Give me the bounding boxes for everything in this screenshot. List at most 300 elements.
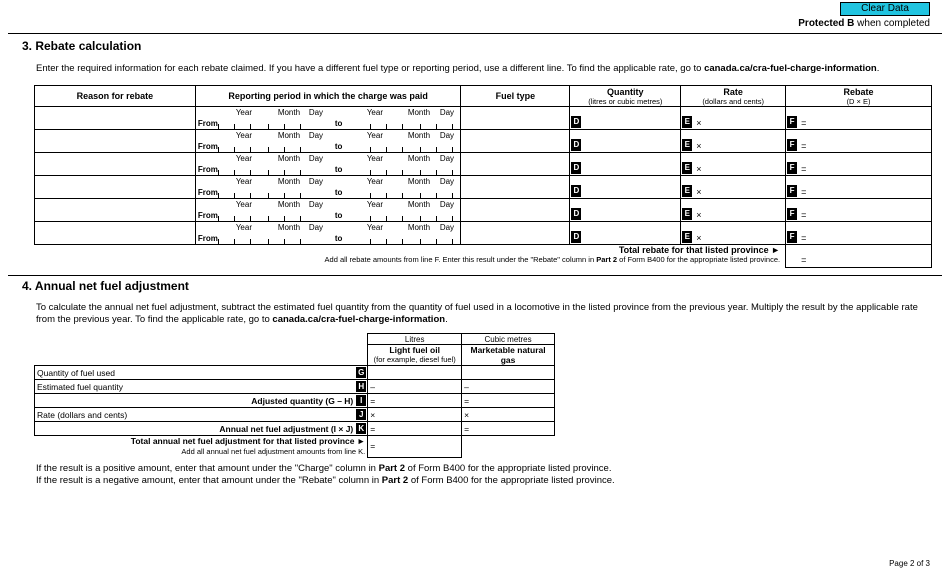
col-rebate-label: Rebate [843, 86, 874, 97]
rate-input[interactable] [681, 176, 786, 199]
adj-col-litres: Litres [368, 334, 462, 345]
date-tick [386, 239, 387, 244]
from-year-label: Year [235, 223, 252, 232]
times-sign: × [696, 210, 702, 220]
quantity-input[interactable] [570, 107, 681, 130]
fuel-type-input[interactable] [461, 107, 570, 130]
section4-intro [36, 302, 926, 326]
date-tick [452, 216, 453, 221]
section4-intro-text: To calculate the annual net fuel adjustment, subtract the estimated fuel quantity from the quantity of fuel used in a locomotive in the listed province from the previous year. Multiply the result by the applicable rate from the previous year. To find the applicable rate, go to [36, 302, 918, 325]
adj-op-litres: = [370, 395, 376, 406]
section3-intro-end: . [876, 63, 880, 74]
date-tick [284, 239, 285, 244]
adj-total-eq: = [370, 441, 376, 452]
col-rebate-sub: (D × E) [846, 96, 871, 106]
from-day-label: Day [308, 154, 324, 163]
adj-col-mng [462, 345, 555, 366]
to-label: to [334, 234, 343, 243]
adj-row [35, 380, 555, 394]
to-day-label: Day [439, 177, 455, 186]
from-year-label: Year [235, 108, 252, 117]
col-quantity-sub: (litres or cubic metres) [588, 96, 663, 106]
adj-row [35, 408, 555, 422]
adj-header-blank [35, 334, 368, 345]
adj-row [35, 394, 555, 408]
date-tick [284, 193, 285, 198]
marker-e: E [682, 185, 692, 197]
adj-total-litres[interactable] [368, 436, 462, 458]
equals-sign: = [801, 187, 807, 197]
reason-input[interactable] [35, 176, 196, 199]
date-tick [420, 124, 421, 129]
date-tick [402, 147, 403, 152]
from-label: From [197, 119, 218, 128]
to-month-label: Month [407, 131, 431, 140]
rebate-input[interactable] [786, 130, 932, 153]
from-day-label: Day [308, 177, 324, 186]
date-tick [234, 239, 235, 244]
section4-title: 4. Annual net fuel adjustment [22, 279, 189, 293]
mid-rule [8, 275, 942, 276]
adj-marker: K [356, 423, 366, 434]
rebate-total-sub-end: of Form B400 for the appropriate listed province. [617, 255, 781, 264]
adj-cubic-input[interactable] [462, 366, 555, 380]
date-tick [234, 124, 235, 129]
to-date-input[interactable] [348, 208, 460, 222]
to-month-label: Month [407, 177, 431, 186]
rebate-table [34, 85, 932, 268]
date-tick [370, 124, 371, 129]
adj-cubic-input[interactable] [462, 408, 555, 422]
to-label: to [334, 119, 343, 128]
date-tick [268, 216, 269, 221]
date-tick [218, 124, 219, 129]
to-year-label: Year [366, 154, 383, 163]
section3-title: 3. Rebate calculation [22, 39, 142, 53]
adj-row-label [35, 380, 368, 394]
to-day-label: Day [439, 108, 455, 117]
date-tick [420, 216, 421, 221]
times-sign: × [696, 187, 702, 197]
marker-d: D [571, 139, 581, 151]
to-label: to [334, 165, 343, 174]
date-tick [436, 216, 437, 221]
to-year-label: Year [366, 108, 383, 117]
adj-total-blank [462, 436, 555, 458]
adj-litres-input[interactable] [368, 422, 462, 436]
reason-input[interactable] [35, 222, 196, 245]
date-tick [370, 193, 371, 198]
date-tick [436, 170, 437, 175]
adj-col-lfo-sub: (for example, diesel fuel) [373, 355, 456, 364]
date-tick [268, 193, 269, 198]
date-tick [250, 239, 251, 244]
date-tick [436, 124, 437, 129]
rebate-row [35, 130, 932, 153]
times-sign: × [696, 233, 702, 243]
date-tick [402, 239, 403, 244]
adj-cubic-input[interactable] [462, 394, 555, 408]
from-month-label: Month [277, 108, 301, 117]
marker-d: D [571, 162, 581, 174]
adj-header-row-2 [35, 345, 555, 366]
date-tick [402, 193, 403, 198]
marker-f: F [787, 208, 797, 220]
from-month-label: Month [277, 223, 301, 232]
fuel-type-input[interactable] [461, 130, 570, 153]
adj-label-text: Rate (dollars and cents) [37, 409, 128, 420]
rebate-input[interactable] [786, 153, 932, 176]
col-rate [681, 86, 786, 107]
date-tick [284, 170, 285, 175]
date-tick [300, 216, 301, 221]
rebate-row [35, 107, 932, 130]
adj-header-row-1 [35, 334, 555, 345]
rate-input[interactable] [681, 199, 786, 222]
from-label: From [197, 165, 218, 174]
section3-link[interactable]: canada.ca/cra-fuel-charge-information [704, 63, 877, 74]
adj-op-cubic: = [464, 423, 470, 434]
adj-header-blank-2 [35, 345, 368, 366]
times-sign: × [696, 118, 702, 128]
adj-litres-input[interactable] [368, 380, 462, 394]
adj-total-cell [35, 436, 368, 458]
date-tick [268, 147, 269, 152]
clear-data-button[interactable]: Clear Data [840, 2, 930, 16]
adj-op-litres: – [370, 381, 375, 392]
adj-label-text: Adjusted quantity (G – H) [251, 395, 354, 406]
adj-total-label: Total annual net fuel adjustment for that listed province ► [130, 436, 366, 446]
rebate-row [35, 153, 932, 176]
marker-d: D [571, 116, 581, 128]
period-cell [195, 107, 461, 130]
note-positive-text: If the result is a positive amount, enter that amount under the "Charge" column in [36, 463, 379, 474]
to-year-label: Year [366, 223, 383, 232]
note-positive [36, 463, 611, 475]
adj-row-label [35, 408, 368, 422]
period-cell [195, 222, 461, 245]
marker-d: D [571, 231, 581, 243]
marker-e: E [682, 208, 692, 220]
date-tick [300, 239, 301, 244]
date-tick [284, 124, 285, 129]
to-day-label: Day [439, 154, 455, 163]
rebate-row [35, 176, 932, 199]
period-cell [195, 130, 461, 153]
rate-input[interactable] [681, 107, 786, 130]
col-rebate [786, 86, 932, 107]
to-year-label: Year [366, 177, 383, 186]
adj-op-litres: = [370, 423, 376, 434]
from-label: From [197, 142, 218, 151]
date-tick [386, 193, 387, 198]
date-tick [218, 193, 219, 198]
note-negative-bold: Part 2 [381, 475, 409, 486]
marker-d: D [571, 208, 581, 220]
adj-cubic-input[interactable] [462, 422, 555, 436]
date-tick [268, 124, 269, 129]
quantity-input[interactable] [570, 130, 681, 153]
fuel-type-input[interactable] [461, 199, 570, 222]
adj-marker: G [358, 368, 365, 377]
from-month-label: Month [277, 131, 301, 140]
from-month-label: Month [277, 177, 301, 186]
note-negative-text: If the result is a negative amount, enter that amount under the "Rebate" column in [36, 475, 382, 486]
date-tick [250, 170, 251, 175]
adj-marker: I [356, 395, 366, 406]
rebate-total-sub [35, 255, 781, 264]
protected-rest: when completed [854, 18, 930, 29]
from-day-label: Day [308, 223, 324, 232]
marker-f: F [787, 116, 797, 128]
date-tick [234, 216, 235, 221]
quantity-input[interactable] [570, 153, 681, 176]
adj-op-cubic: × [464, 409, 470, 420]
date-tick [234, 170, 235, 175]
date-tick [300, 193, 301, 198]
rebate-total-input[interactable] [786, 245, 932, 268]
protected-label [798, 18, 930, 29]
date-tick [300, 147, 301, 152]
quantity-input[interactable] [570, 222, 681, 245]
period-cell [195, 153, 461, 176]
period-cell [195, 176, 461, 199]
to-date-input[interactable] [348, 116, 460, 130]
adj-total-sub: Add all annual net fuel adjustment amounts from line K. [181, 447, 366, 456]
section4-intro-end: . [445, 314, 448, 325]
marker-d: D [571, 185, 581, 197]
section3-intro-text: Enter the required information for each rebate claimed. If you have a different fuel type or reporting period, use a different line. To find the applicable rate, go to [36, 63, 705, 74]
to-month-label: Month [407, 223, 431, 232]
date-tick [218, 147, 219, 152]
fuel-type-input[interactable] [461, 222, 570, 245]
date-tick [284, 216, 285, 221]
rebate-input[interactable] [786, 199, 932, 222]
to-label: to [334, 211, 343, 220]
adj-total-row [35, 436, 555, 458]
date-tick [452, 193, 453, 198]
date-tick [386, 216, 387, 221]
rebate-row [35, 199, 932, 222]
marker-f: F [787, 185, 797, 197]
date-tick [300, 124, 301, 129]
adj-op-cubic: = [464, 395, 470, 406]
marker-e: E [682, 231, 692, 243]
note-negative [36, 475, 615, 487]
date-tick [452, 239, 453, 244]
date-tick [250, 124, 251, 129]
fuel-type-input[interactable] [461, 153, 570, 176]
to-label: to [334, 142, 343, 151]
equals-sign: = [801, 233, 807, 243]
from-year-label: Year [235, 154, 252, 163]
date-tick [420, 193, 421, 198]
adj-row [35, 422, 555, 436]
date-tick [300, 170, 301, 175]
rebate-total-cell [35, 245, 786, 268]
date-tick [436, 147, 437, 152]
reason-input[interactable] [35, 199, 196, 222]
to-year-label: Year [366, 200, 383, 209]
marker-e: E [682, 116, 692, 128]
protected-bold: Protected B [798, 18, 855, 29]
adj-label-text: Quantity of fuel used [37, 367, 115, 378]
times-sign: × [696, 141, 702, 151]
adjustment-table [34, 333, 555, 458]
section3-intro [36, 63, 879, 75]
adj-label-text: Estimated fuel quantity [37, 381, 123, 392]
adj-col-cubic: Cubic metres [462, 334, 555, 345]
from-month-label: Month [277, 200, 301, 209]
top-rule [8, 33, 942, 34]
section4-link[interactable]: canada.ca/cra-fuel-charge-information [272, 314, 446, 325]
from-label: From [197, 211, 218, 220]
date-tick [370, 170, 371, 175]
marker-f: F [787, 231, 797, 243]
rate-input[interactable] [681, 153, 786, 176]
to-month-label: Month [407, 108, 431, 117]
to-date-input[interactable] [348, 162, 460, 176]
date-tick [452, 170, 453, 175]
date-tick [436, 193, 437, 198]
rate-input[interactable] [681, 222, 786, 245]
marker-e: E [682, 162, 692, 174]
period-cell [195, 199, 461, 222]
adj-op-cubic: – [464, 381, 469, 392]
times-sign: × [696, 164, 702, 174]
from-day-label: Day [308, 108, 324, 117]
equals-sign: = [801, 164, 807, 174]
to-date-input[interactable] [348, 231, 460, 245]
to-day-label: Day [439, 131, 455, 140]
adj-row [35, 366, 555, 380]
to-date-input[interactable] [348, 185, 460, 199]
rebate-total-sub-text: Add all rebate amounts from line F. Enter this result under the "Rebate" column in [324, 255, 597, 264]
adj-label-text: Annual net fuel adjustment (I × J) [219, 423, 354, 434]
date-tick [250, 147, 251, 152]
from-day-label: Day [308, 200, 324, 209]
marker-f: F [787, 162, 797, 174]
equals-sign: = [801, 118, 807, 128]
to-day-label: Day [439, 200, 455, 209]
date-tick [370, 216, 371, 221]
note-negative-end: of Form B400 for the appropriate listed province. [408, 475, 615, 486]
date-tick [284, 147, 285, 152]
adj-row-label [35, 366, 368, 380]
date-tick [218, 170, 219, 175]
rebate-total-sub-bold: Part 2 [596, 255, 618, 264]
date-tick [268, 170, 269, 175]
adj-litres-input[interactable] [368, 394, 462, 408]
date-tick [250, 216, 251, 221]
adj-marker: H [356, 381, 366, 392]
note-positive-bold: Part 2 [378, 463, 406, 474]
reason-input[interactable] [35, 153, 196, 176]
quantity-input[interactable] [570, 199, 681, 222]
rebate-input[interactable] [786, 222, 932, 245]
quantity-input[interactable] [570, 176, 681, 199]
date-tick [218, 216, 219, 221]
col-rate-sub: (dollars and cents) [702, 96, 765, 106]
rate-input[interactable] [681, 130, 786, 153]
adj-col-lfo [368, 345, 462, 366]
date-tick [386, 147, 387, 152]
adj-col-mng-label: Marketable natural gas [470, 345, 546, 365]
rebate-row [35, 222, 932, 245]
col-quantity [570, 86, 681, 107]
rebate-total-row [35, 245, 932, 268]
date-tick [268, 239, 269, 244]
equals-sign: = [801, 210, 807, 220]
adj-marker: J [356, 409, 366, 420]
date-tick [386, 124, 387, 129]
from-month-label: Month [277, 154, 301, 163]
equals-sign: = [801, 141, 807, 151]
date-tick [370, 147, 371, 152]
date-tick [370, 239, 371, 244]
date-tick [234, 193, 235, 198]
reason-input[interactable] [35, 107, 196, 130]
to-day-label: Day [439, 223, 455, 232]
date-tick [420, 147, 421, 152]
rebate-total-label: Total rebate for that listed province ► [618, 245, 781, 255]
col-quantity-label: Quantity [607, 86, 644, 97]
to-label: to [334, 188, 343, 197]
date-tick [420, 239, 421, 244]
rebate-header-row [35, 86, 932, 107]
from-year-label: Year [235, 177, 252, 186]
reason-input[interactable] [35, 130, 196, 153]
rebate-input[interactable] [786, 107, 932, 130]
from-year-label: Year [235, 200, 252, 209]
col-reason: Reason for rebate [35, 86, 196, 107]
marker-e: E [682, 139, 692, 151]
date-tick [452, 147, 453, 152]
fuel-type-input[interactable] [461, 176, 570, 199]
date-tick [420, 170, 421, 175]
from-label: From [197, 188, 218, 197]
col-period: Reporting period in which the charge was paid [195, 86, 461, 107]
adj-litres-input[interactable] [368, 366, 462, 380]
adj-cubic-input[interactable] [462, 380, 555, 394]
to-month-label: Month [407, 154, 431, 163]
adj-row-label [35, 394, 368, 408]
date-tick [218, 239, 219, 244]
date-tick [452, 124, 453, 129]
adj-row-label [35, 422, 368, 436]
note-positive-end: of Form B400 for the appropriate listed province. [405, 463, 612, 474]
date-tick [402, 124, 403, 129]
to-month-label: Month [407, 200, 431, 209]
date-tick [402, 170, 403, 175]
adj-col-lfo-label: Light fuel oil [389, 345, 440, 355]
date-tick [250, 193, 251, 198]
to-year-label: Year [366, 131, 383, 140]
date-tick [402, 216, 403, 221]
rebate-total-eq: = [801, 255, 807, 265]
to-date-input[interactable] [348, 139, 460, 153]
adj-litres-input[interactable] [368, 408, 462, 422]
marker-f: F [787, 139, 797, 151]
date-tick [436, 239, 437, 244]
date-tick [386, 170, 387, 175]
page-number: Page 2 of 3 [889, 559, 930, 568]
from-day-label: Day [308, 131, 324, 140]
date-tick [234, 147, 235, 152]
col-fuel-type: Fuel type [461, 86, 570, 107]
rebate-input[interactable] [786, 176, 932, 199]
from-label: From [197, 234, 218, 243]
